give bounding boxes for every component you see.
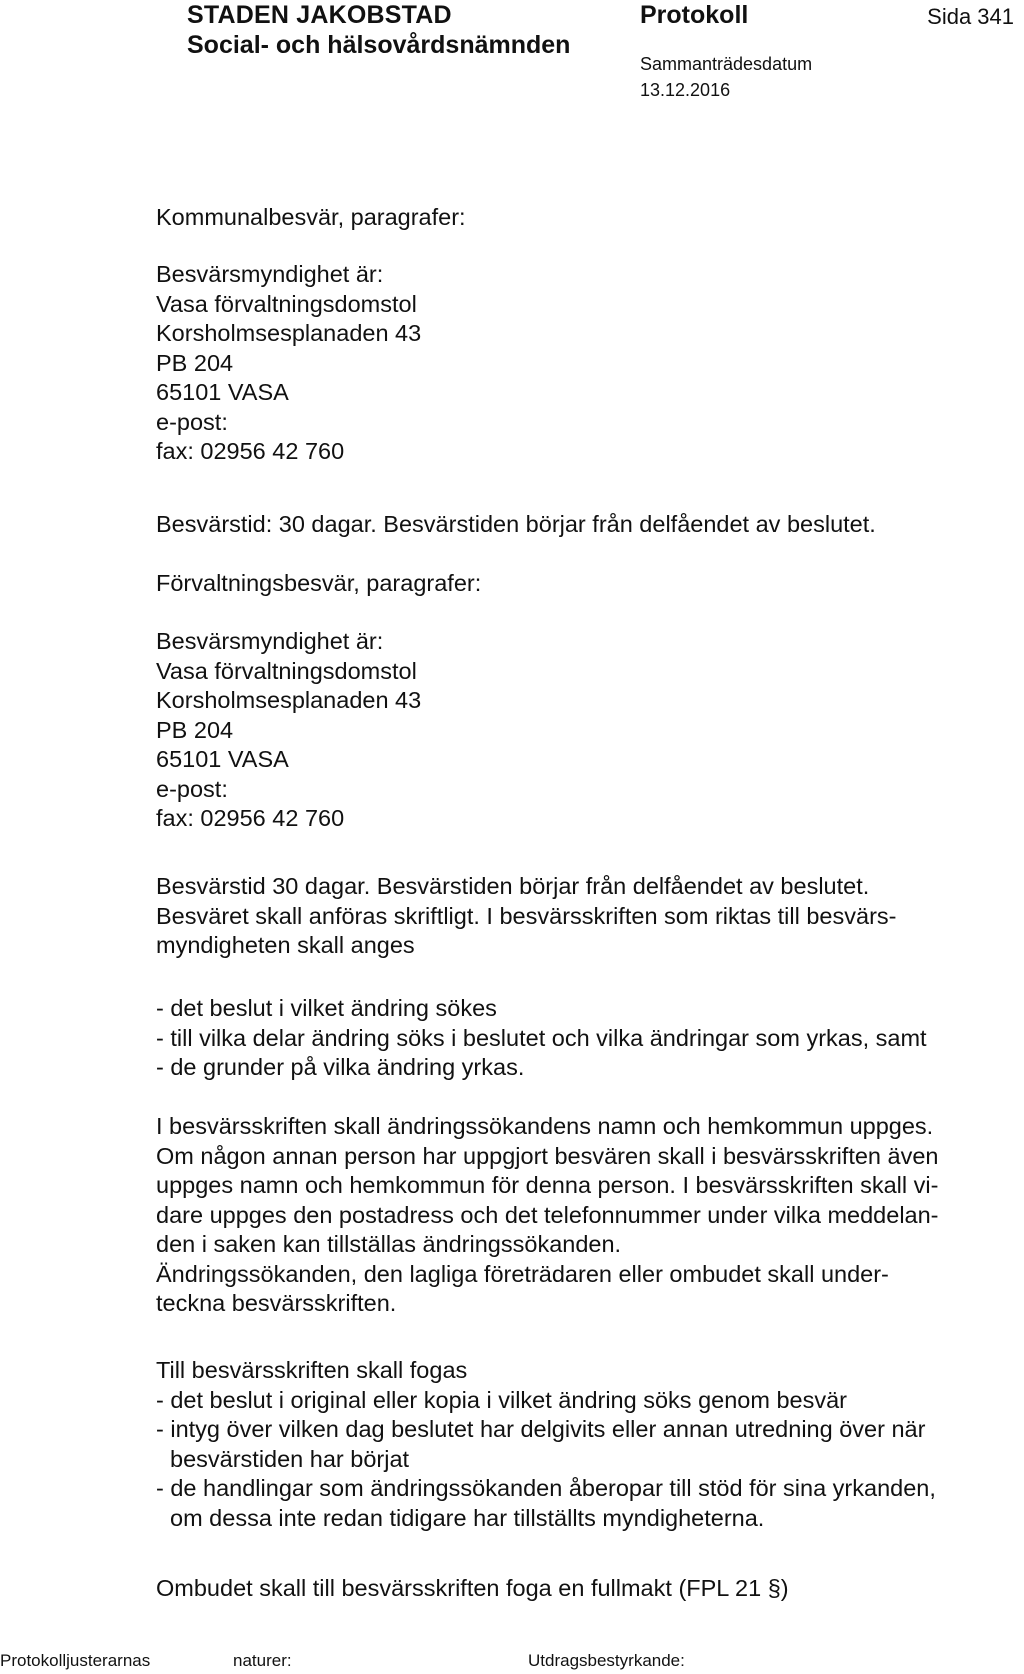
department-name: Social- och hälsovårdsnämnden [187, 31, 571, 59]
list-item: - intyg över vilken dag beslutet har delgivits eller annan utredning över när [156, 1416, 926, 1442]
forvaltning-heading: Förvaltningsbesvär, paragrafer: [156, 570, 482, 596]
organization-name: STADEN JAKOBSTAD [187, 1, 452, 29]
list-item: - det beslut i vilket ändring sökes [156, 995, 497, 1021]
forvaltning-intro [156, 872, 1024, 961]
forvaltning-authority [156, 627, 1024, 834]
kommunal-heading: Kommunalbesvär, paragrafer: [156, 204, 466, 230]
authority-line: PB 204 [156, 349, 234, 376]
list-item: - det beslut i original eller kopia i vilket ändring söks genom besvär [156, 1386, 847, 1413]
authority-line: 65101 VASA [156, 379, 289, 405]
kommunal-authority [156, 260, 1024, 467]
info-line: uppges namn och hemkommun för denna person. I besvärsskriften skall vi- [156, 1172, 939, 1198]
authority-line: PB 204 [156, 716, 234, 743]
authority-line: Vasa förvaltningsdomstol [156, 657, 417, 684]
attachments-list [156, 1356, 1024, 1533]
meeting-date: 13.12.2016 [640, 80, 731, 100]
authority-line: fax: 02956 42 760 [156, 805, 345, 831]
authority-line: fax: 02956 42 760 [156, 438, 345, 464]
footer-signatures-label-cont: naturer: [233, 1651, 292, 1670]
list-item-continuation: besvärstiden har börjat [170, 1445, 410, 1472]
kommunal-deadline-block [156, 510, 1024, 540]
requirements-list [156, 994, 1024, 1083]
info-line: den i saken kan tillställas ändringssökanden. [156, 1231, 622, 1257]
info-line: Om någon annan person har uppgjort besvären skall i besvärsskriften även [156, 1142, 939, 1169]
authority-line: Korsholmsesplanaden 43 [156, 320, 422, 346]
info-line: I besvärsskriften skall ändringssökandens namn och hemkommun uppges. [156, 1113, 934, 1139]
page-number: Sida 341 [927, 4, 1014, 29]
authority-line: Besvärsmyndighet är: [156, 628, 384, 654]
list-item: - till vilka delar ändring söks i beslutet och vilka ändringar som yrkas, samt [156, 1024, 927, 1051]
footer-signatures-label: Protokolljusterarnas [0, 1651, 151, 1670]
list-item-continuation: om dessa inte redan tidigare har tillställts myndigheterna. [170, 1504, 765, 1531]
forvaltning-heading-block [156, 569, 1024, 599]
authority-line: e-post: [156, 775, 228, 802]
list-item: - de grunder på vilka ändring yrkas. [156, 1054, 525, 1080]
info-line: teckna besvärsskriften. [156, 1290, 397, 1316]
document-type: Protokoll [640, 1, 749, 29]
forvaltning-info [156, 1112, 1024, 1319]
authority-line: Vasa förvaltningsdomstol [156, 290, 417, 317]
kommunal-deadline: Besvärstid: 30 dagar. Besvärstiden börjar från delfåendet av beslutet. [156, 511, 876, 537]
attachments-heading: Till besvärsskriften skall fogas [156, 1357, 468, 1383]
authority-line: Besvärsmyndighet är: [156, 261, 384, 287]
list-item: - de handlingar som ändringssökanden åberopar till stöd för sina yrkanden, [156, 1475, 936, 1501]
footer-certification-label: Utdragsbestyrkande: [528, 1651, 685, 1670]
closing-block [156, 1574, 1024, 1604]
authority-line: 65101 VASA [156, 746, 289, 772]
intro-line: Besvärstid 30 dagar. Besvärstiden börjar från delfåendet av beslutet. [156, 873, 870, 899]
intro-line: Besväret skall anföras skriftligt. I besvärsskriften som riktas till besvärs- [156, 902, 897, 929]
closing-note: Ombudet skall till besvärsskriften foga en fullmakt (FPL 21 §) [156, 1575, 789, 1601]
authority-line: e-post: [156, 408, 228, 435]
meeting-date-label: Sammanträdesdatum [640, 54, 813, 74]
info-line: dare uppges den postadress och det telefonnummer under vilka meddelan- [156, 1201, 939, 1228]
authority-line: Korsholmsesplanaden 43 [156, 687, 422, 713]
intro-line: myndigheten skall anges [156, 932, 415, 958]
info-line: Ändringssökanden, den lagliga företrädaren eller ombudet skall under- [156, 1260, 889, 1287]
kommunal-heading-block [156, 203, 1024, 233]
